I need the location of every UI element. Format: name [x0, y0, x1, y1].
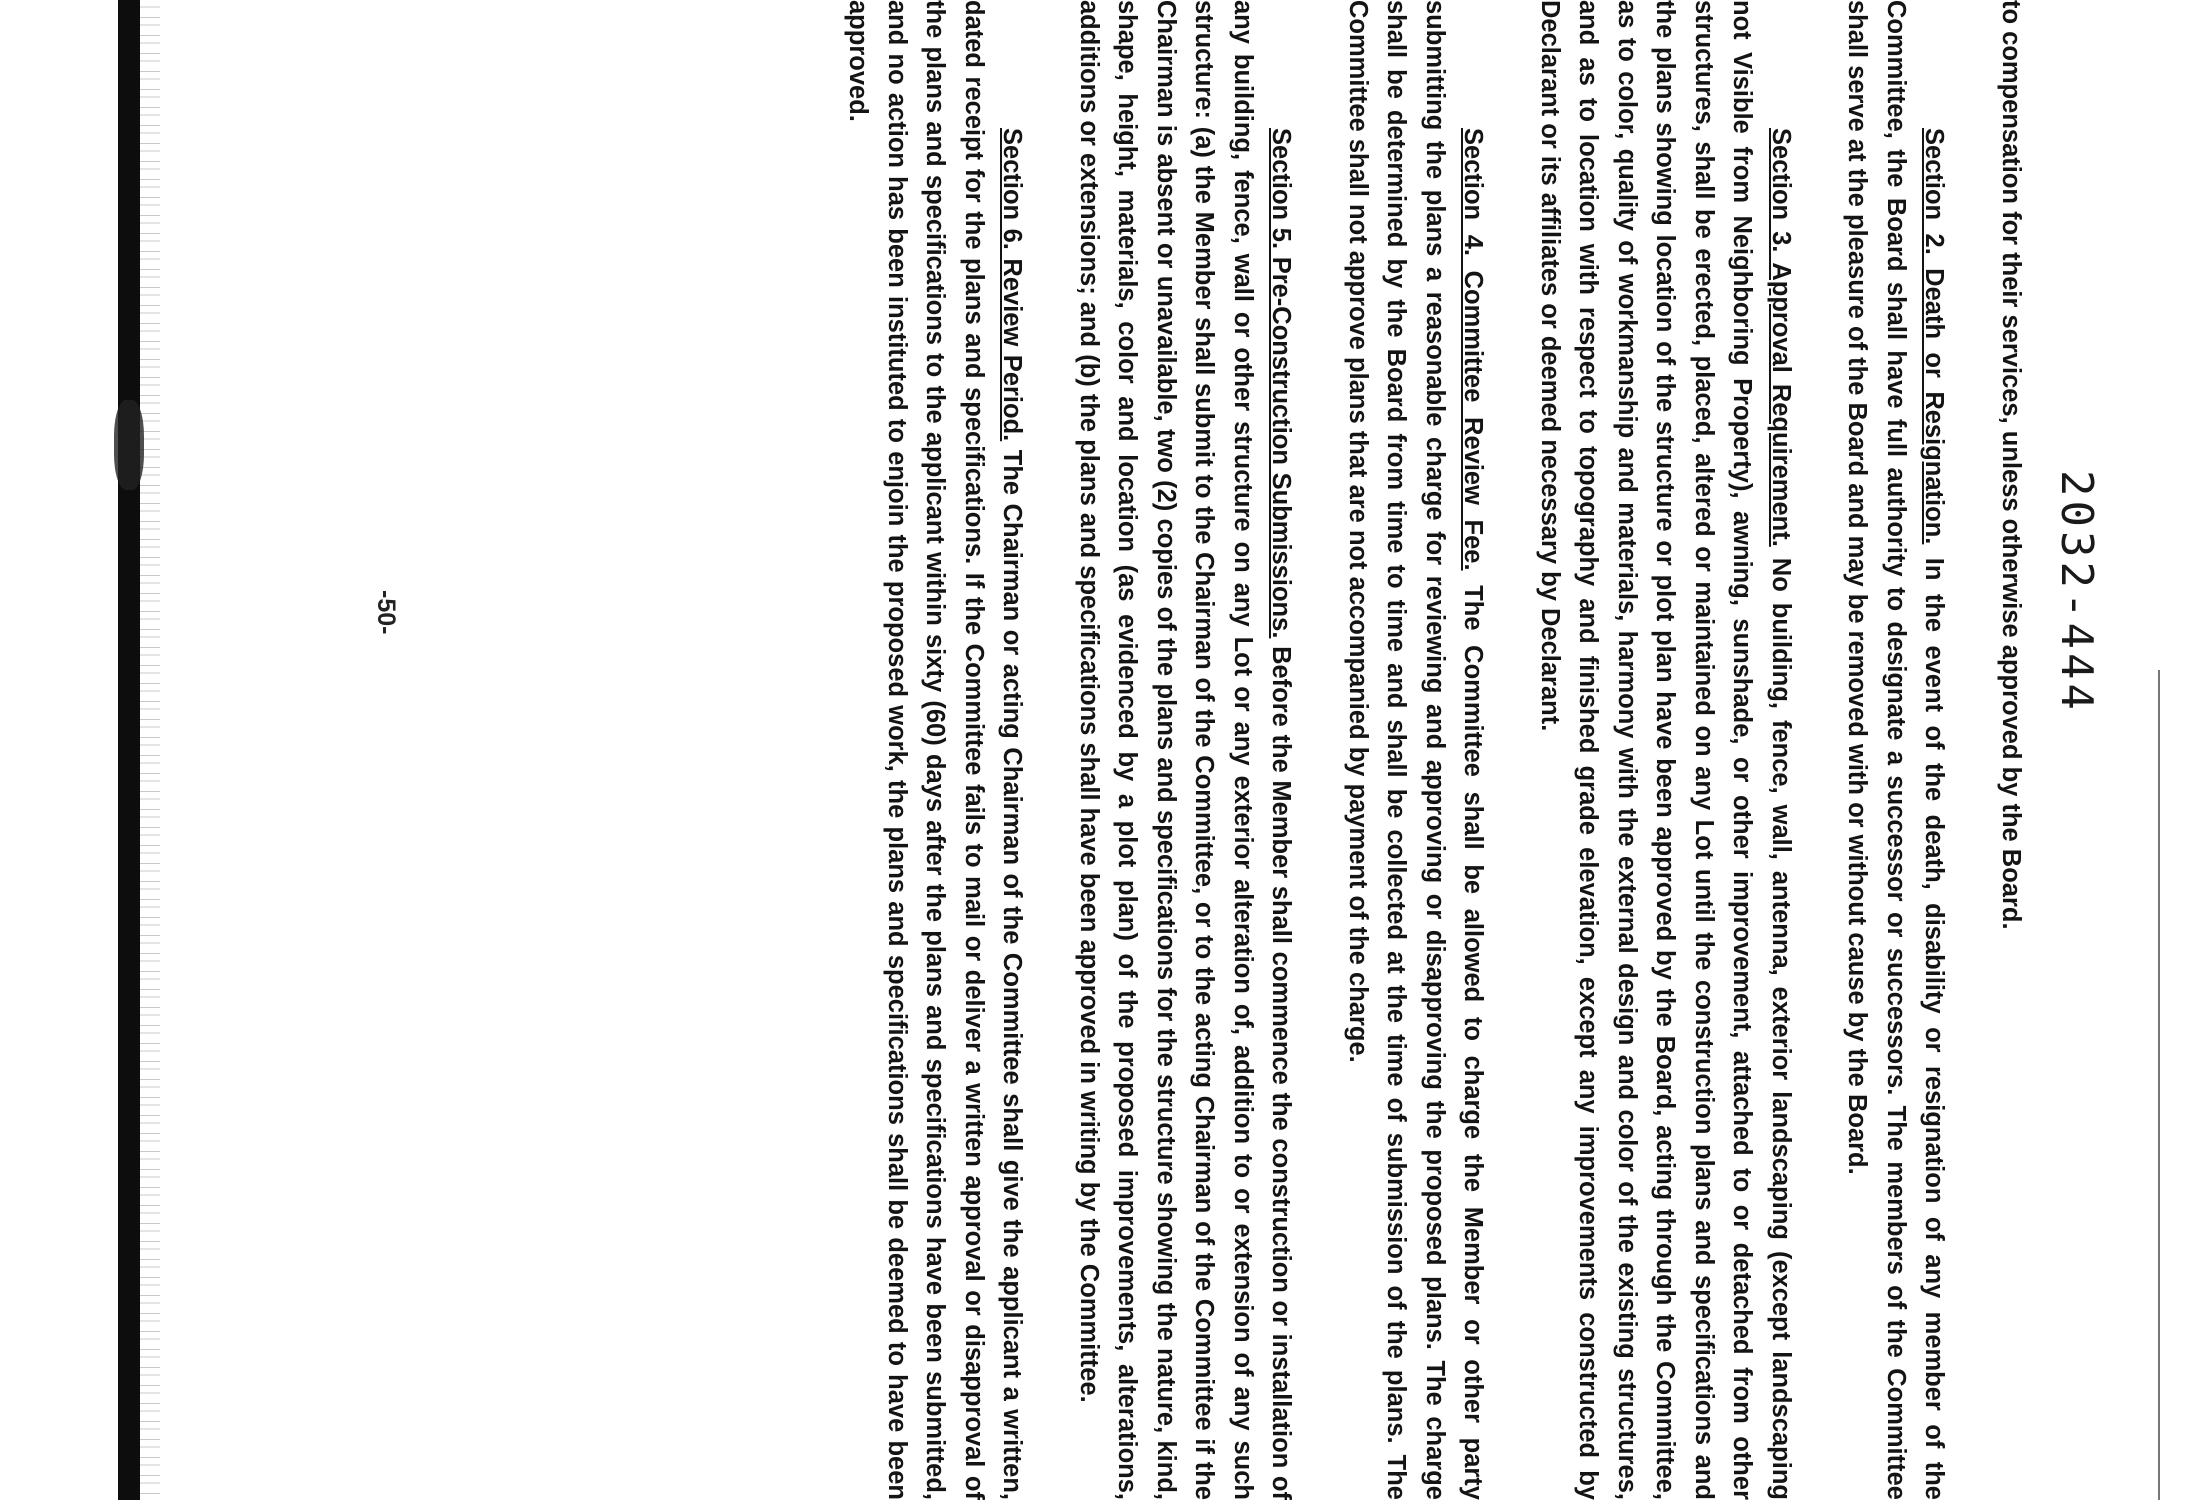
page-number: -50- [372, 590, 400, 635]
section-6-body: The Chairman or acting Chairman of the Committee shall give the applicant a written, dated receipt for the plans and specifications. If the Committee fails to mail or deliver a written approval or disapproval of the plans and specifications to the applicant within sixty (60) days after the plans and specifications have been submitted, and no action has been instituted to enjoin the proposed work, the plans and specifications shall be deemed to have been approved. [844, 0, 1027, 1500]
document-body [801, 0, 2030, 1500]
scan-edge-bar [118, 0, 140, 1500]
section-6 [839, 0, 1032, 1500]
section-4-body: The Committee shall be allowed to charge the Member or other party submitting the plans a reasonable charge for reviewing and approving or disapproving the proposed plans. The charge shall be determined by the Board from time to time and shall be collected at the time of submission of the plans. The Committee shall not approve plans that are not accompanied by payment of the charge. [1344, 0, 1488, 1500]
section-4-heading: Section 4. Committee Review Fee. [1459, 128, 1488, 571]
section-3-heading: Section 3. Approval Requirement. [1767, 128, 1795, 547]
section-2-body: In the event of the death, disability or resignation of any member of the Committee, the Board shall have full authority to designate a successor or successors. The members of the Committee shall serve at the pleasure of the Board and may be removed with or without cause by the Board. [1843, 0, 1949, 1500]
section-5-body: Before the Member shall commence the construction or installation of any building, fence, wall or other structure on any Lot or any exterior alteration of, addition to or extension of any such structure: (a) the Member shall submit to the Chairman of the Committee, or to the acting Chairman of the Committee if the Chairman is absent or unavailable, two (2) copies of the plans and specifications for the structure showing the nature, kind, shape, height, materials, color and location (as evidenced by a plot plan) of the proposed improvements, alterations, additions or extensions; and (b) the plans and specifications shall have been approved in writing by the Committee. [1075, 0, 1296, 1500]
section-5 [1070, 0, 1301, 1500]
document-number: 2032-444 [2051, 470, 2102, 714]
intro-line: to compensation for their services, unless otherwise approved by the Board. [1997, 0, 2025, 930]
scan-speck [114, 400, 144, 490]
section-2 [1838, 0, 1954, 1500]
top-rule [2158, 670, 2160, 1500]
section-6-heading: Section 6. Review Period. [998, 128, 1027, 442]
section-4 [1339, 0, 1493, 1500]
scan-edge-noise [140, 0, 160, 1500]
section-2-heading: Section 2. Death or Resignation. [1920, 128, 1949, 545]
section-3-body: No building, fence, wall, antenna, exterior landscaping (except landscaping not Visible from Neighboring Property), awning, sunshade, or other improvement, attached to or detached from other structures, shall be erected, placed, altered or maintained on any Lot until the construction plans and specifications and the plans showing location of the structure or plot plan have been approved by the Board, acting through the Committee, as to color, quality of workmanship and materials, harmony with the external design and color of the existing structures, and as to location with respect to topography and finished grade elevation, except any improvements constructed by Declarant or its affiliates or deemed necessary by Declarant. [1536, 0, 1795, 1500]
section-3 [1531, 0, 1801, 1500]
section-5-heading: Section 5. Pre-Construction Submissions. [1267, 128, 1296, 639]
